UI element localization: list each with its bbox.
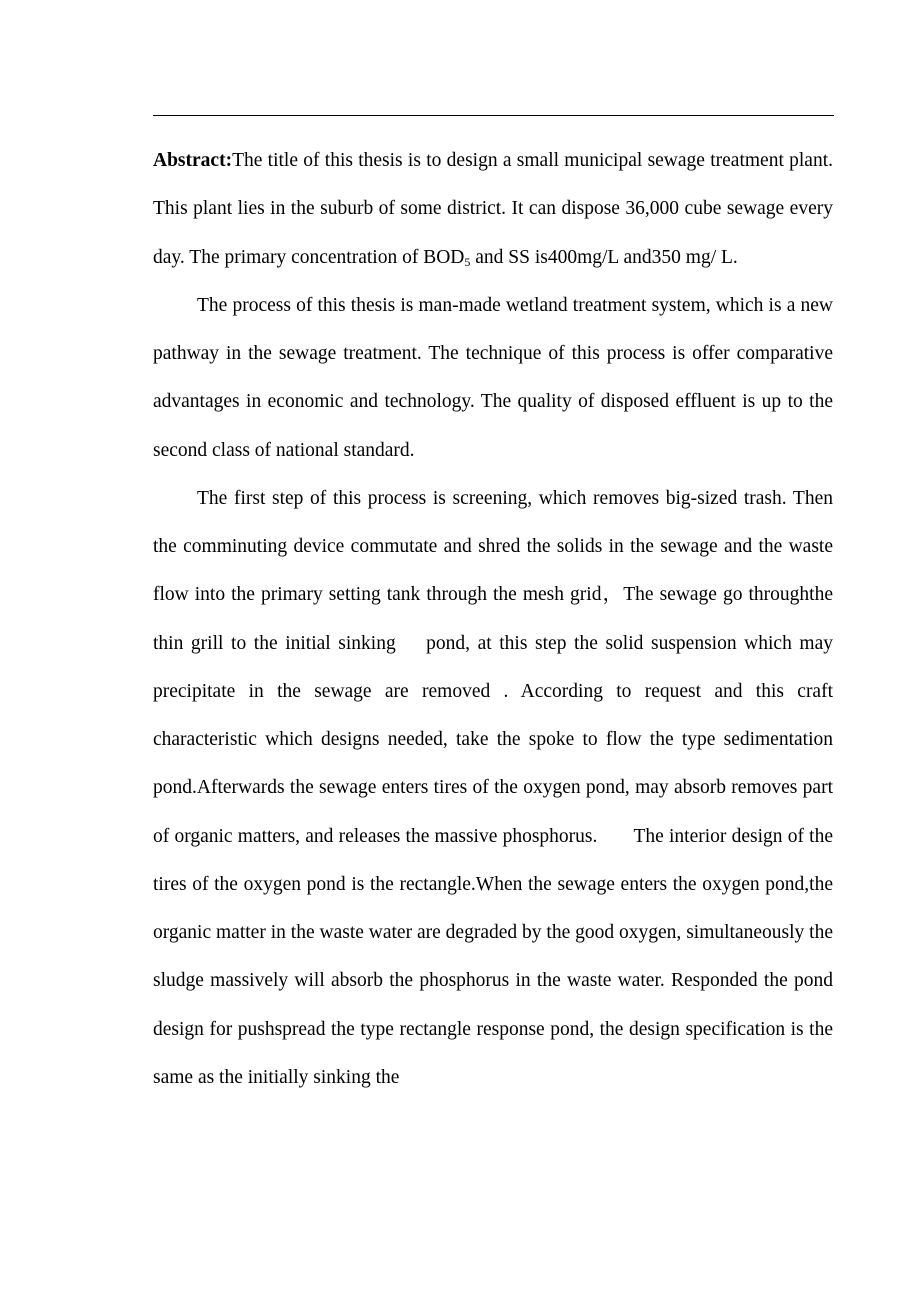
abstract-paragraph-1 [153,137,833,282]
abstract-label: Abstract: [153,150,233,171]
abstract-paragraph-3: The first step of this process is screening, which removes big-sized trash. Then the comminuting device commutate and shred the solids in the sewage and the waste flow into the primary setting tank through the mesh grid，The sewage go throughthe thin grill to the initial sinking pond, at this step the solid suspension which may precipitate in the sewage are removed . According to request and this craft characteristic which designs needed, take the spoke to flow the type sedimentation pond.Afterwards the sewage enters tires of the oxygen pond, may absorb removes part of organic matters, and releases the massive phosphorus. The interior design of the tires of the oxygen pond is the rectangle.When the sewage enters the oxygen pond,the organic matter in the waste water are degraded by the good oxygen, simultaneously the sludge massively will absorb the phosphorus in the waste water. Responded the pond design for pushspread the type rectangle response pond, the design specification is the same as the initially sinking the [153,487,833,1088]
bod-subscript: 5 [464,254,471,269]
abstract-body [153,137,833,1102]
abstract-text-part2: and SS is400mg/L and350 mg/ L. [470,246,738,268]
abstract-text-part1: The title of this thesis is to design a small municipal sewage treatment plant. This plant lies in the suburb of some district. It can dispose 36,000 cube sewage every day. The primary concentration of BOD [153,150,833,268]
header-rule [153,115,834,116]
abstract-paragraph-2: The process of this thesis is man-made wetland treatment system, which is a new pathway in the sewage treatment. The technique of this process is offer comparative advantages in economic and technology. The quality of disposed effluent is up to the second class of national standard. [153,294,833,461]
